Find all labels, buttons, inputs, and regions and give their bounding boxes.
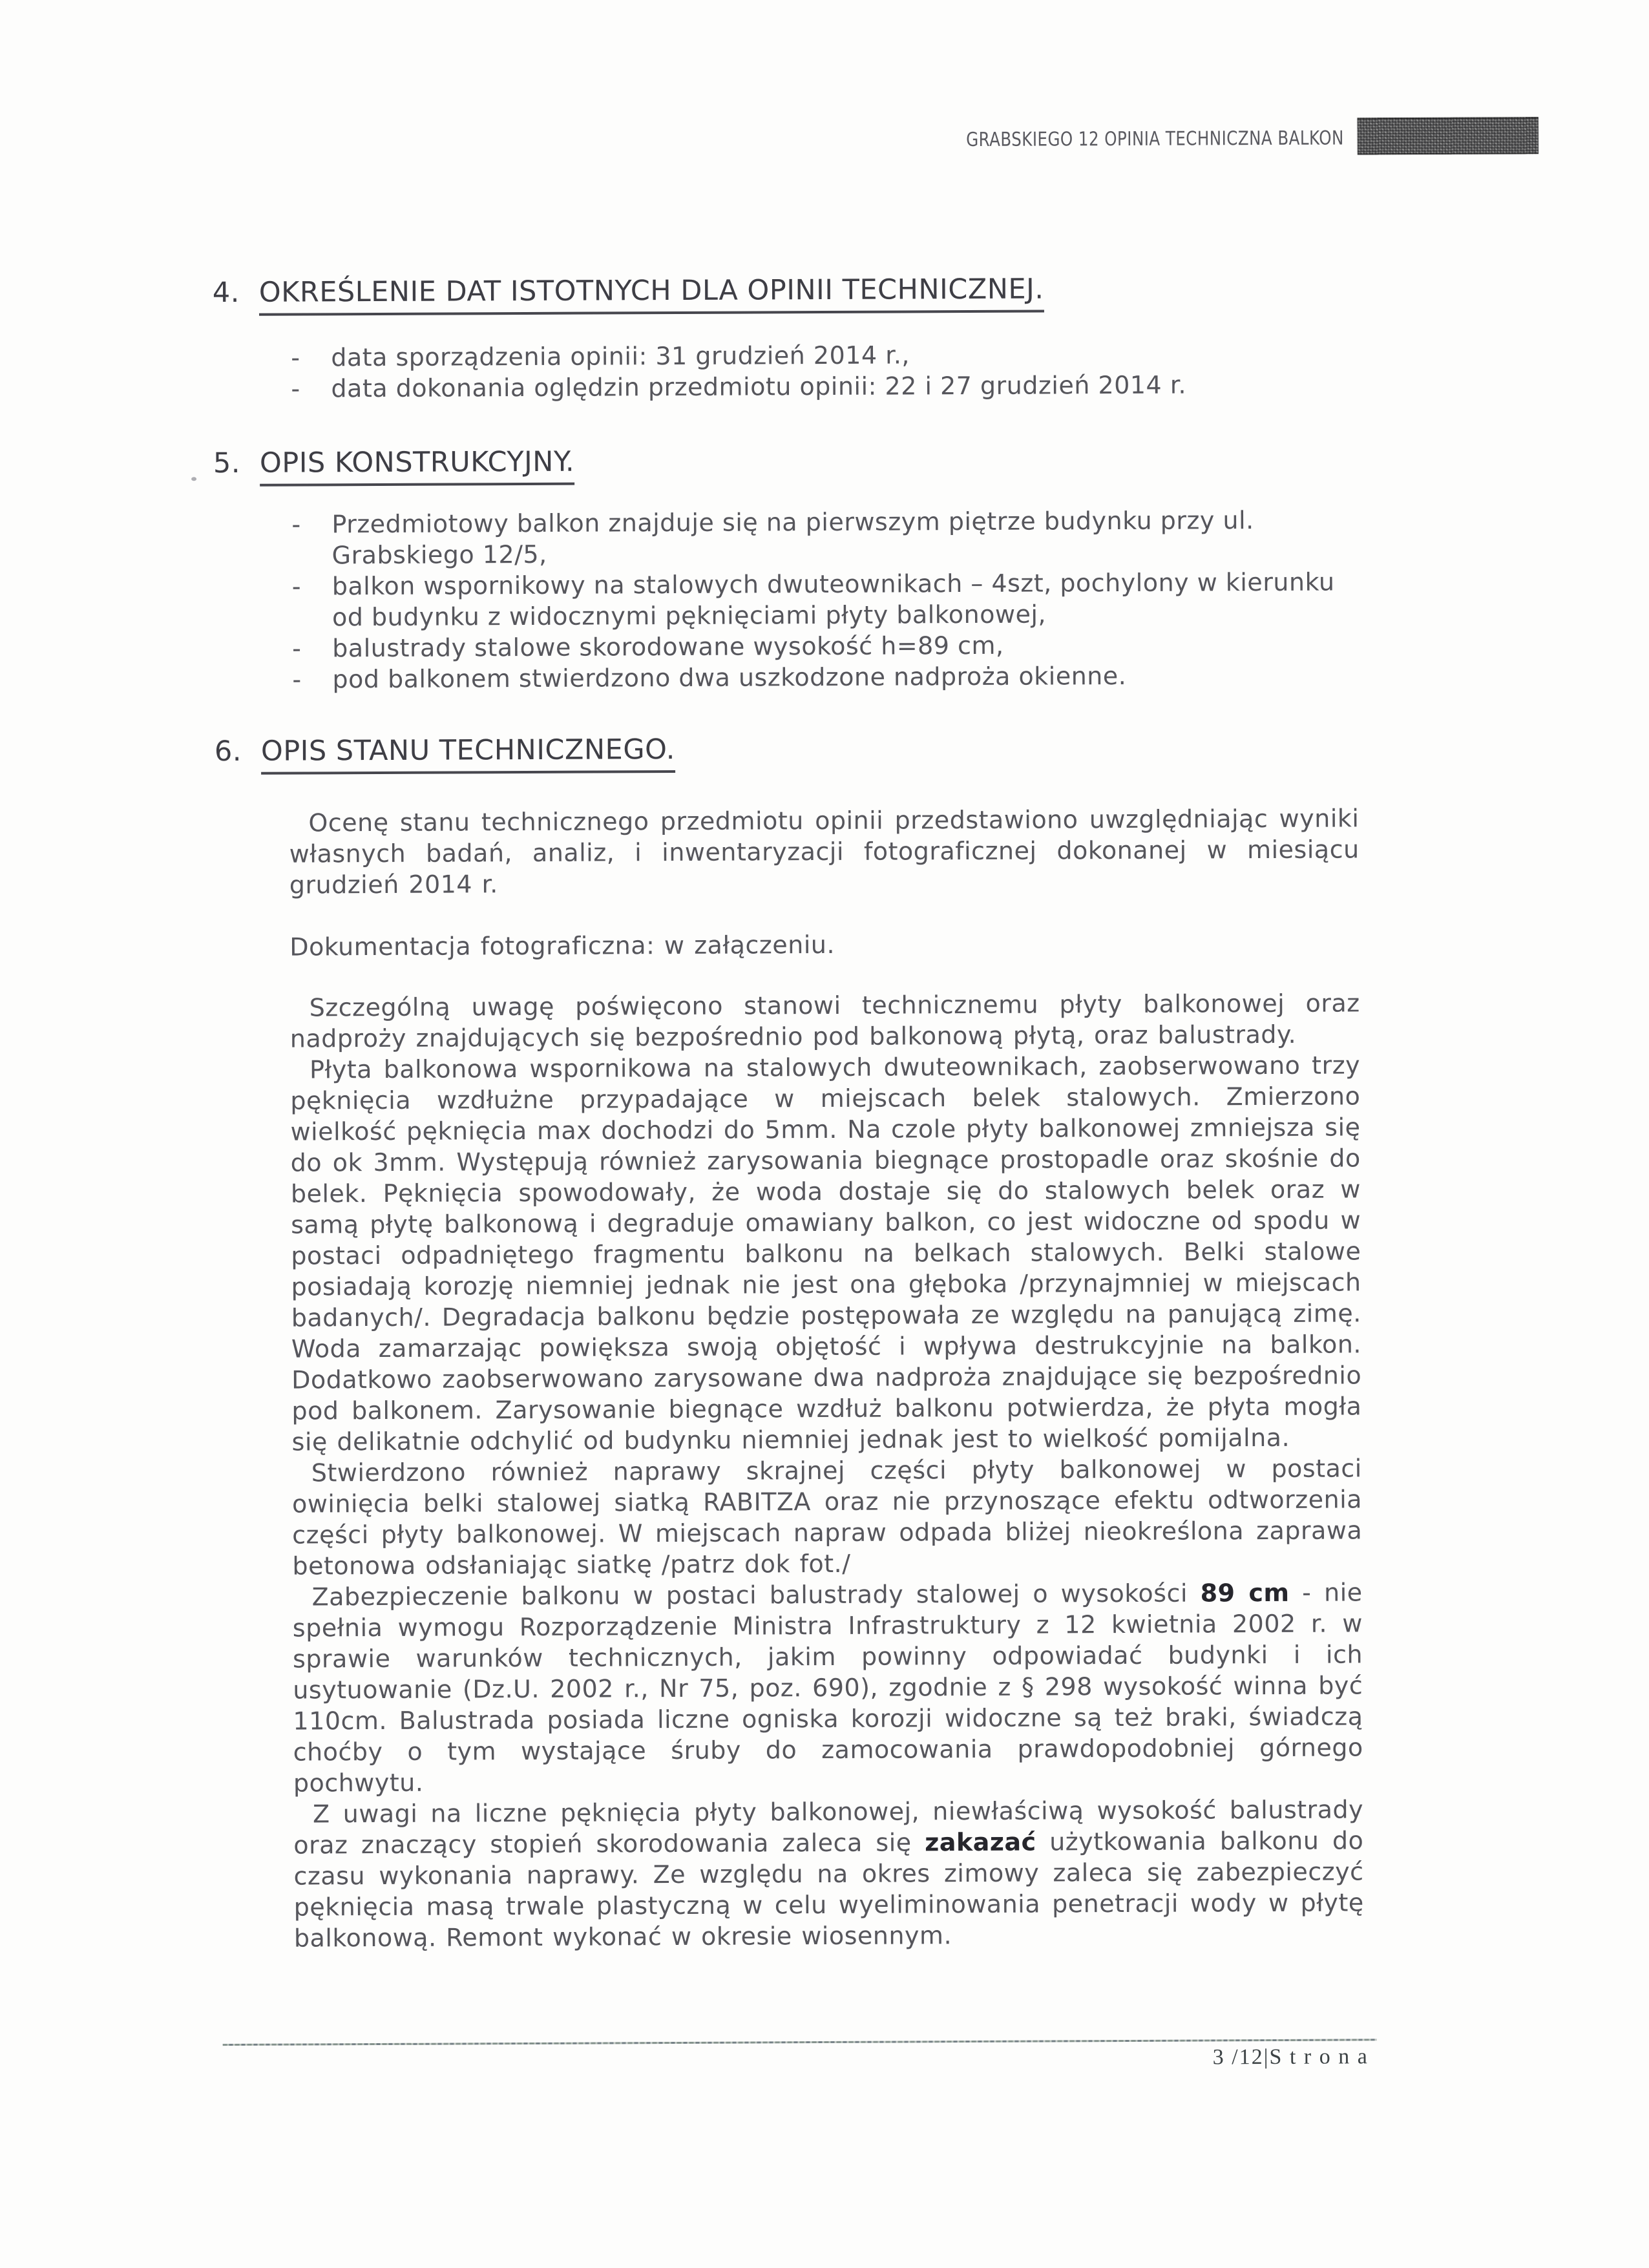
dash-marker: - [292, 634, 302, 663]
paragraph: Dokumentacja fotograficzna: w załączeniu. [289, 930, 835, 961]
section-5-items [288, 504, 1361, 695]
dash-marker: - [291, 374, 300, 403]
paragraph: Szczególną uwagę poświęcono stanowi technicznemu płyty balkonowej oraz nadproży znajdujących się bezpośrednio pod balkonową płytą, oraz balustrady. [289, 989, 1360, 1053]
dash-marker: - [291, 510, 301, 539]
list-item [287, 337, 1360, 373]
section-4-items [287, 337, 1360, 404]
list-item-text: balkon wspornikowy na stalowych dwuteownikach – 4szt, pochylony w kierunku od budynku z widocznymi pęknięciami płyty balkonowej, [331, 567, 1335, 632]
paragraph: Płyta balkonowa wspornikowa na stalowych dwuteownikach, zaobserwowano trzy pęknięcia wzdłużne przypadające w miejscach belek stalowych. Zmierzono wielkość pęknięcia max dochodzi do 5mm. Na czole płyty balkonowej zmniejsza się do ok 3mm. Występują również zarysowania biegnące prostopadle oraz skośnie do belek. Pęknięcia spowodowały, że woda dostaje się do stalowych belek oraz w samą płytę balkonową i degraduje omawiany balkon, co jest widoczne od spodu w postaci odpadniętego fragmentu balkonu na belkach stalowych. Belki stalowe posiadają korozję niemniej jednak nie jest ona głęboka /przynajmniej w miejscach badanych/. Degradacja balkonu będzie postępowała ze względu na panującą zimę. Woda zamarzając powiększa swoją objętość i wpływa destrukcyjnie na balkon. Dodatkowo zaobserwowano zarysowane dwa nadproża znajdujące się bezpośrednio pod balkonem. Zarysowanie biegnące wzdłuż balkonu potwierdza, że płyta mogła się delikatnie odchylić od budynku niemniej jednak jest to wielkość pomijalna. [290, 1051, 1362, 1456]
section-number: 5. [213, 446, 241, 480]
list-item [288, 628, 1361, 664]
paragraph: Stwierdzono również naprawy skrajnej części płyty balkonowej w postaci owinięcia belki stalowej siatką RABITZA oraz nie przynoszące efektu odtworzenia części płyty balkonowej. W miejscach napraw odpada bliżej nieokreślona zaprawa betonowa odsłaniając siatkę /patrz dok fot./ [291, 1454, 1363, 1580]
section-6-heading [215, 733, 675, 775]
list-item [288, 504, 1360, 571]
paragraph: Ocenę stanu technicznego przedmiotu opinii przedstawiono uwzględniając wyniki własnych badań, analiz, i inwentaryzacji fotograficznej dokonanej w miesiącu grudzień 2014 r. [289, 804, 1360, 899]
list-item-text: data dokonania oględzin przedmiotu opinii: 22 i 27 grudzień 2014 r. [331, 370, 1187, 403]
technical-condition-body [290, 987, 1364, 1953]
paragraph-assessment-intro [289, 803, 1360, 900]
paragraph-photo-docs [289, 927, 1360, 962]
redacted-stamp-block [1358, 117, 1539, 154]
list-item [287, 368, 1360, 404]
paragraph-text: Zabezpieczenie balkonu w postaci balustrady stalowej o wysokości [311, 1579, 1201, 1612]
paragraph-text: użytkowania balkonu do czasu wykonania naprawy. Ze względu na okres zimowy zaleca się zabezpieczyć pęknięcia masą trwale plastyczną w celu wyeliminowania penetracji wody w płytę balkonową. Remont wykonać w okresie wiosennym. [293, 1826, 1364, 1953]
list-item-text: balustrady stalowe skorodowane wysokość h=89 cm, [332, 631, 1004, 663]
paragraph-text: - nie spełnia wymogu Rozporządzenie Ministra Infrastruktury z 12 kwietnia 2002 r. w sprawie warunków technicznych, jakim powinny odpowiadać budynki i ich usytuowanie (Dz.U. 2002 r., Nr 75, poz. 690), zgodnie z § 298 wysokość winna być 110cm. Balustrada posiada liczne ogniska korozji widoczne są też braki, świadczą choćby o tym wystające śruby do zamocowania prawdopodobniej górnego pochwytu. [292, 1578, 1363, 1798]
section-5-heading [213, 446, 574, 487]
list-item-text: data sporządzenia opinii: 31 grudzień 2014 r., [331, 341, 910, 372]
section-4-heading [213, 273, 1044, 317]
dash-marker: - [291, 572, 302, 601]
paragraph-text: Z uwagi na liczne pęknięcia płyty balkonowej, niewłaściwą wysokość balustrady oraz znaczący stopień skorodowania zaleca się [293, 1795, 1364, 1860]
dash-marker: - [292, 665, 302, 694]
paragraph [293, 1794, 1364, 1953]
bold-emphasis-height: 89 cm [1200, 1578, 1290, 1608]
footer-divider-line [223, 2039, 1377, 2046]
footer-page-number: 3 /12|S t r o n a [1212, 2044, 1369, 2070]
section-title: OPIS STANU TECHNICZNEGO. [261, 733, 675, 775]
section-title: OPIS KONSTRUKCYJNY. [260, 446, 574, 487]
list-item [288, 659, 1361, 695]
section-number: 6. [214, 735, 242, 768]
document-header-title: GRABSKIEGO 12 OPINIA TECHNICZNA BALKON [966, 127, 1344, 152]
list-item-text: pod balkonem stwierdzono dwa uszkodzone nadproża okienne. [332, 661, 1127, 694]
scan-noise-speck [191, 477, 196, 481]
dash-marker: - [291, 343, 300, 372]
list-item [288, 566, 1361, 633]
section-title: OKREŚLENIE DAT ISTOTNYCH DLA OPINII TECHNICZNEJ. [259, 273, 1044, 316]
section-number: 4. [212, 276, 240, 310]
bold-emphasis-ban: zakazać [925, 1827, 1036, 1857]
paragraph [293, 1577, 1363, 1798]
list-item-text: Przedmiotowy balkon znajduje się na pierwszym piętrze budynku przy ul. Grabskiego 12/5, [331, 506, 1254, 570]
